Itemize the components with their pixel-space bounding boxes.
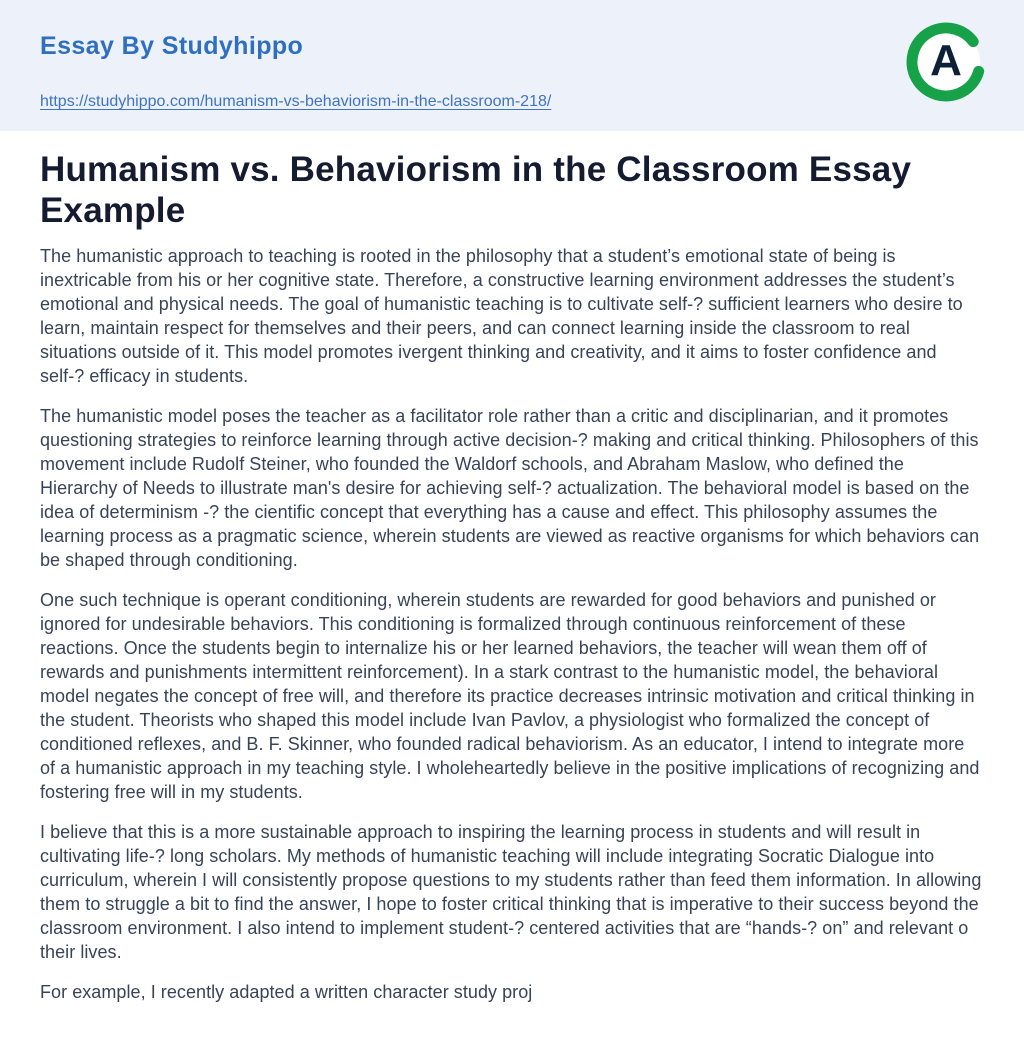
studyhippo-logo [906,22,986,102]
essay-paragraph-1: The humanistic approach to teaching is rooted in the philosophy that a student’s emotional state of being is inextricable from his or her cognitive state. Therefore, a constructive learning environment addresses the student’s emotional and physical needs. The goal of humanistic teaching is to cultivate self-? sufficient learners who desire to learn, maintain respect for themselves and their peers, and can connect learning inside the classroom to real situations outside of it. This model promotes ivergent thinking and creativity, and it aims to foster confidence and self-? efficacy in students. [40,245,963,386]
essay-paragraph-2: The humanistic model poses the teacher as a facilitator role rather than a critic and disciplinarian, and it promotes questioning strategies to reinforce learning through active decision-? making and critical thinking. Philosophers of this movement include Rudolf Steiner, who founded the Waldorf schools, and Abraham Maslow, who defined the Hierarchy of Needs to illustrate man's desire for achieving self-? actualization. The behavioral model is based on the idea of determinism -? the cientific concept that everything has a cause and effect. This philosophy assumes the learning process as a pragmatic science, wherein students are viewed as reactive organisms for which behaviors can be shaped through conditioning. [40,405,980,570]
essay-title: Humanism vs. Behaviorism in the Classroom Essay Example [40,150,912,231]
essay-content [0,131,1024,1004]
logo-letter: A [930,36,962,85]
brand-title: Essay By Studyhippo [40,32,304,60]
page-header [0,0,1024,131]
essay-paragraph-5: For example, I recently adapted a written character study proj [40,981,533,1002]
essay-paragraph-3: One such technique is operant conditioning, wherein students are rewarded for good behaviors and punished or ignored for undesirable behaviors. This conditioning is formalized through continuous reinforcement of these reactions. Once the students begin to internalize his or her learned behaviors, the teacher will wean them off of rewards and punishments intermittent reinforcement). In a stark contrast to the humanistic model, the behavioral model negates the concept of free will, and therefore its practice decreases intrinsic motivation and critical thinking in the student. Theorists who shaped this model include Ivan Pavlov, a physiologist who formalized the concept of conditioned reflexes, and B. F. Skinner, who founded radical behaviorism. As an educator, I intend to integrate more of a humanistic approach in my teaching style. I wholeheartedly believe in the positive implications of recognizing and fostering free will in my students. [40,589,980,802]
essay-paragraph-4: I believe that this is a more sustainable approach to inspiring the learning process in students and will result in cultivating life-? long scholars. My methods of humanistic teaching will include integrating Socratic Dialogue into curriculum, wherein I will consistently propose questions to my students rather than feed them information. In allowing them to struggle a bit to find the answer, I hope to foster critical thinking that is imperative to their success beyond the classroom environment. I also intend to implement student-? centered activities that are “hands-? on” and relevant o their lives. [40,821,982,962]
source-url-link[interactable]: https://studyhippo.com/humanism-vs-behaviorism-in-the-classroom-218/ [40,93,552,110]
